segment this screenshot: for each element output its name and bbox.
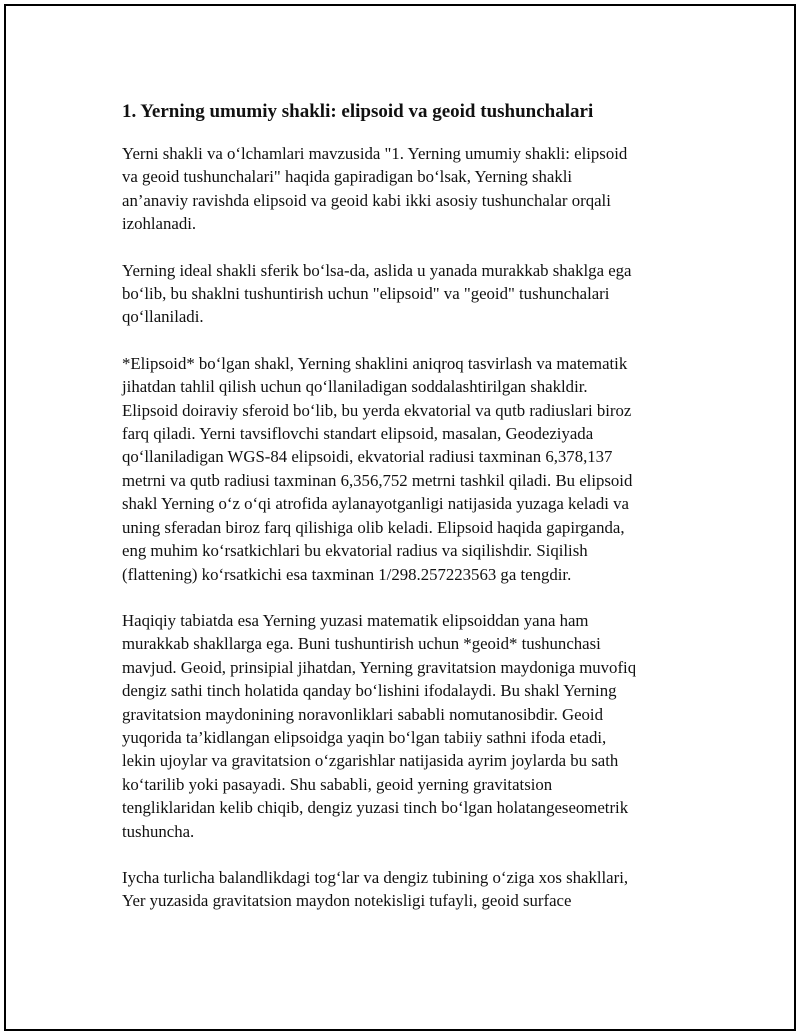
document-title: 1. Yerning umumiy shakli: elipsoid va geoid tushunchalari xyxy=(122,101,594,122)
page-frame xyxy=(4,4,796,1031)
paragraph-ideal-shape: Yerning ideal shakli sferik bo‘lsa-da, aslida u yanada murakkab shaklga ega bo‘lib, bu shaklni tushuntirish uchun "elipsoid" va "geoid" tushunchalari qo‘llaniladi. xyxy=(122,260,632,327)
paragraph-ellipsoid: *Elipsoid* bo‘lgan shakl, Yerning shaklini aniqroq tasvirlash va matematik jihatdan tahlil qilish uchun qo‘llaniladigan soddalashtirilgan shakldir. Elipsoid doiraviy sferoid bo‘lib, bu yerda ekvatorial va qutb radiuslari biroz farq qiladi. Yerni tavsiflovchi standart elipsoid, masalan, Geodeziyada qo‘llaniladigan WGS-84 elipsoidi, ekvatorial radiusi taxminan 6,378,137 metrni va qutb radiusi taxminan 6,356,752 metrni tashkil qiladi. Bu elipsoid shakl Yerning o‘z o‘qi atrofida aylanayotganligi natijasida yuzaga keladi va uning sferadan biroz farq qilishiga olib keladi. Elipsoid haqida gapirganda, eng muhim ko‘rsatkichlari bu ekvatorial radius va siqilishdir. Siqilish (flattening) ko‘rsatkichi esa taxminan 1/298.257223563 ga tengdir. xyxy=(122,353,633,584)
paragraph-intro: Yerni shakli va o‘lchamlari mavzusida "1. Yerning umumiy shakli: elipsoid va geoid tushunchalari" haqida gapiradigan bo‘lsak, Yerning shakli an’anaviy ravishda elipsoid va geoid kabi ikki asosiy tushunchalar orqali izohlanadi. xyxy=(122,144,628,234)
paragraph-geoid: Haqiqiy tabiatda esa Yerning yuzasi matematik elipsoiddan yana ham murakkab shakllarga ega. Buni tushuntirish uchun *geoid* tushunchasi mavjud. Geoid, prinsipial jihatdan, Yerning gravitatsion maydoniga muvofiq dengiz sathi tinch holatida qanday bo‘lishini ifodalaydi. Bu shakl Yerning gravitatsion maydonining noravonliklari sababli nomutanosibdir. Geoid yuqorida ta’kidlangan elipsoidga yaqin bo‘lgan tabiiy sathni ifoda etadi, lekin ujoylar va gravitatsion o‘zgarishlar natijasida ayrim joylarda bu sath ko‘tarilib yoki pasayadi. Shu sababli, geoid yerning gravitatsion tengliklaridan kelib chiqib, dengiz yuzasi tinch bo‘lgan holatangeseometrik tushuncha. xyxy=(122,610,637,841)
document-body xyxy=(122,98,702,936)
paragraph-mountains: Iycha turlicha balandlikdagi tog‘lar va dengiz tubining o‘ziga xos shakllari, Yer yuzasida gravitatsion maydon notekisligi tufayli, geoid surface xyxy=(122,867,629,911)
